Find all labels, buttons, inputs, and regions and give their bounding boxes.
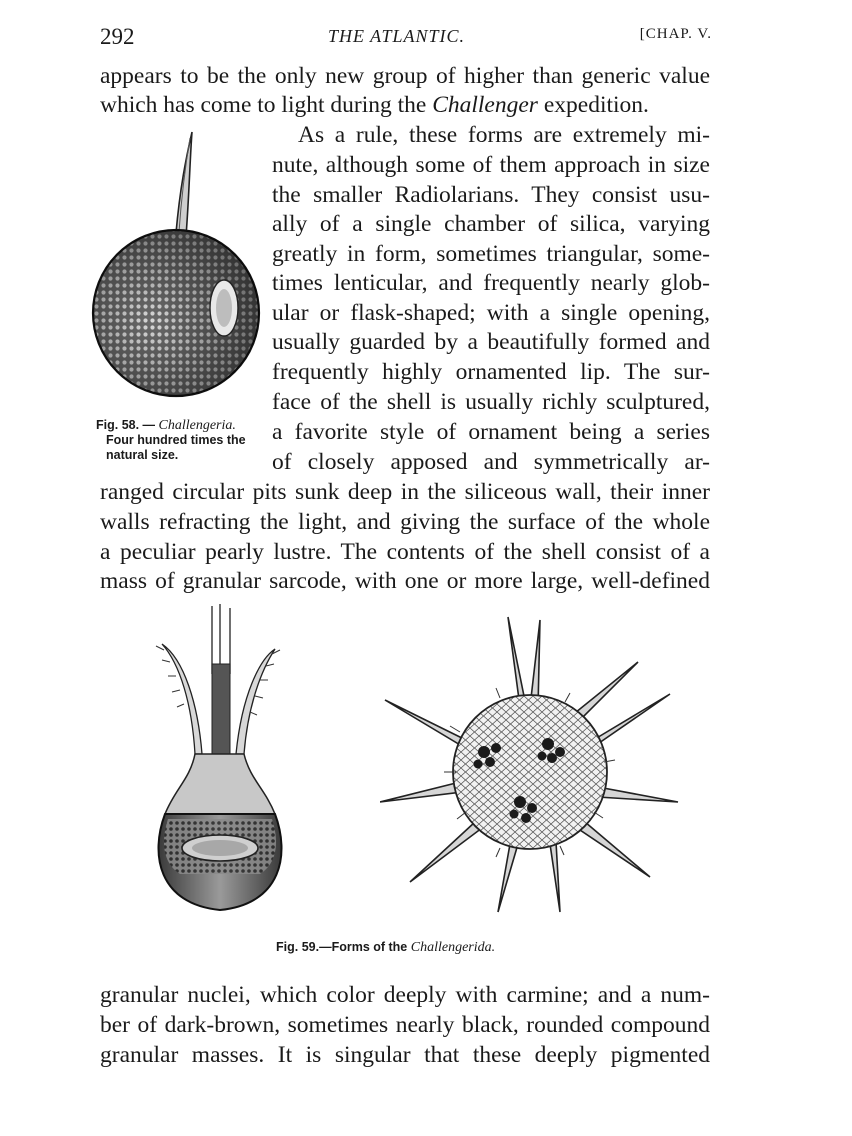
fig59-caption — [276, 940, 495, 955]
text-line: ranged circular pits sunk deep in the siliceous wall, their inner — [100, 479, 710, 505]
fig58-caption-line: natural size. — [106, 448, 179, 462]
fig58-label: Fig. 58. — — [96, 418, 159, 432]
italic-term: Challenger — [432, 92, 538, 118]
fig59-spiny-sphere-illustration — [380, 612, 680, 922]
text-line: appears to be the only new group of higher than generic value — [100, 63, 710, 89]
text-line: granular masses. It is singular that these deeply pigmented — [100, 1042, 710, 1068]
text-line: usually guarded by a beautifully formed and — [272, 329, 710, 355]
text-line: the smaller Radiolarians. They consist usu- — [272, 182, 710, 208]
fig58-caption-line: Four hundred times the — [106, 433, 246, 447]
text-line: a favorite style of ornament being a series — [272, 419, 710, 445]
text-line: of closely apposed and symmetrically ar- — [272, 449, 710, 475]
fig59-flask-illustration — [150, 604, 290, 924]
text-line: ber of dark-brown, sometimes nearly black, rounded compound — [100, 1012, 710, 1038]
text-line: ally of a single chamber of silica, varying — [272, 211, 710, 237]
text-line: a peculiar pearly lustre. The contents of the shell consist of a — [100, 539, 710, 565]
text-line: greatly in form, sometimes triangular, some- — [272, 241, 710, 267]
fig59-name: Challengerida. — [410, 940, 496, 955]
running-title: THE ATLANTIC. — [328, 26, 466, 46]
text-line: mass of granular sarcode, with one or more large, well-defined — [100, 568, 710, 594]
fig58-caption — [96, 418, 246, 463]
fig58-name: Challengeria. — [158, 418, 236, 433]
fig59-label: Fig. 59.—Forms of the — [276, 940, 411, 954]
chapter-label: [CHAP. V. — [639, 26, 712, 42]
text-line: ular or flask-shaped; with a single opening, — [272, 300, 710, 326]
text-line: frequently highly ornamented lip. The sur- — [272, 359, 710, 385]
text-line: granular nuclei, which color deeply with carmine; and a num- — [100, 982, 710, 1008]
text-line: walls refracting the light, and giving the surface of the whole — [100, 509, 710, 535]
text-line: As a rule, these forms are extremely mi- — [298, 122, 710, 148]
running-header — [100, 24, 712, 54]
fig58-challengeria-illustration — [86, 128, 270, 418]
text-line: which has come to light during the Challenger expedition. — [100, 92, 649, 118]
text-line: times lenticular, and frequently nearly glob- — [272, 270, 710, 296]
text-line: face of the shell is usually richly sculptured, — [272, 389, 710, 415]
page-number: 292 — [100, 24, 135, 49]
text-line: nute, although some of them approach in size — [272, 152, 710, 178]
